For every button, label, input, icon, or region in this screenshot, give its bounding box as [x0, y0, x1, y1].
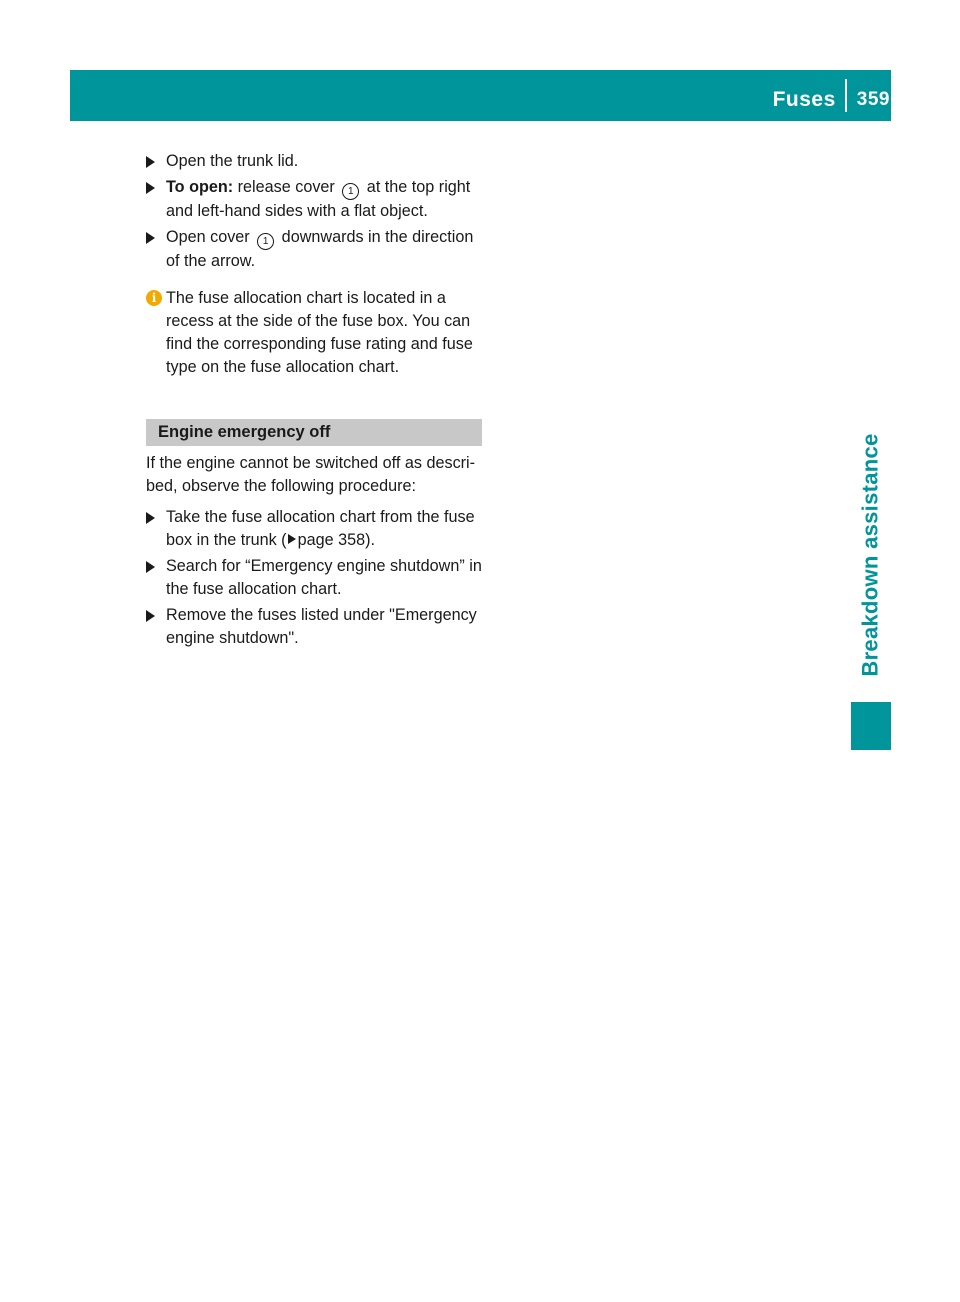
main-content [146, 150, 482, 653]
step-text: at the top right and left-hand sides with a flat object. [166, 178, 471, 220]
step-text: Take the fuse allocation chart from the fuse box in the trunk ( [166, 508, 475, 549]
info-text: The fuse allocation chart is located in a recess at the side of the fuse box. You can find the corresponding fuse rating and fuse type on the fuse allocation chart. [166, 289, 473, 376]
side-tab-marker [851, 702, 891, 750]
instruction-step [146, 555, 482, 601]
header-bar [70, 70, 891, 121]
step-arrow-icon [146, 512, 155, 524]
callout-number-icon: 1 [342, 183, 359, 200]
side-tab [851, 420, 891, 690]
step-arrow-icon [146, 610, 155, 622]
step-arrow-icon [146, 156, 155, 168]
section-title: Fuses [772, 88, 836, 111]
step-text: Search for “Emergency engine shutdown” in the fuse allocation chart. [166, 557, 482, 598]
page-reference-link[interactable]: page 358 [297, 531, 366, 549]
instruction-step [146, 150, 482, 173]
callout-number-icon: 1 [257, 233, 274, 250]
instruction-step [146, 506, 482, 552]
step-text: downwards in the direction of the arrow. [166, 228, 474, 270]
section-intro: If the engine cannot be switched off as descri-bed, observe the following procedure: [146, 454, 476, 495]
page-reference-arrow-icon [288, 534, 296, 544]
section-heading: Engine emergency off [146, 419, 482, 446]
step-arrow-icon [146, 232, 155, 244]
step-arrow-icon [146, 561, 155, 573]
step-text: Open the trunk lid. [166, 152, 299, 170]
side-tab-label: Breakdown assistance [858, 433, 884, 677]
info-note [146, 287, 482, 379]
step-arrow-icon [146, 182, 155, 194]
step-text: ). [365, 531, 375, 549]
step-text: release cover [233, 178, 340, 196]
running-header [773, 88, 890, 112]
page-number: 359 [856, 89, 890, 110]
step-label: To open: [166, 178, 234, 196]
instruction-step [146, 604, 482, 650]
instruction-step [146, 226, 482, 273]
info-icon: i [146, 290, 162, 306]
instruction-step [146, 176, 482, 223]
step-text: Open cover [166, 228, 255, 246]
step-text: Remove the fuses listed under "Emergency engine shutdown". [166, 606, 477, 647]
